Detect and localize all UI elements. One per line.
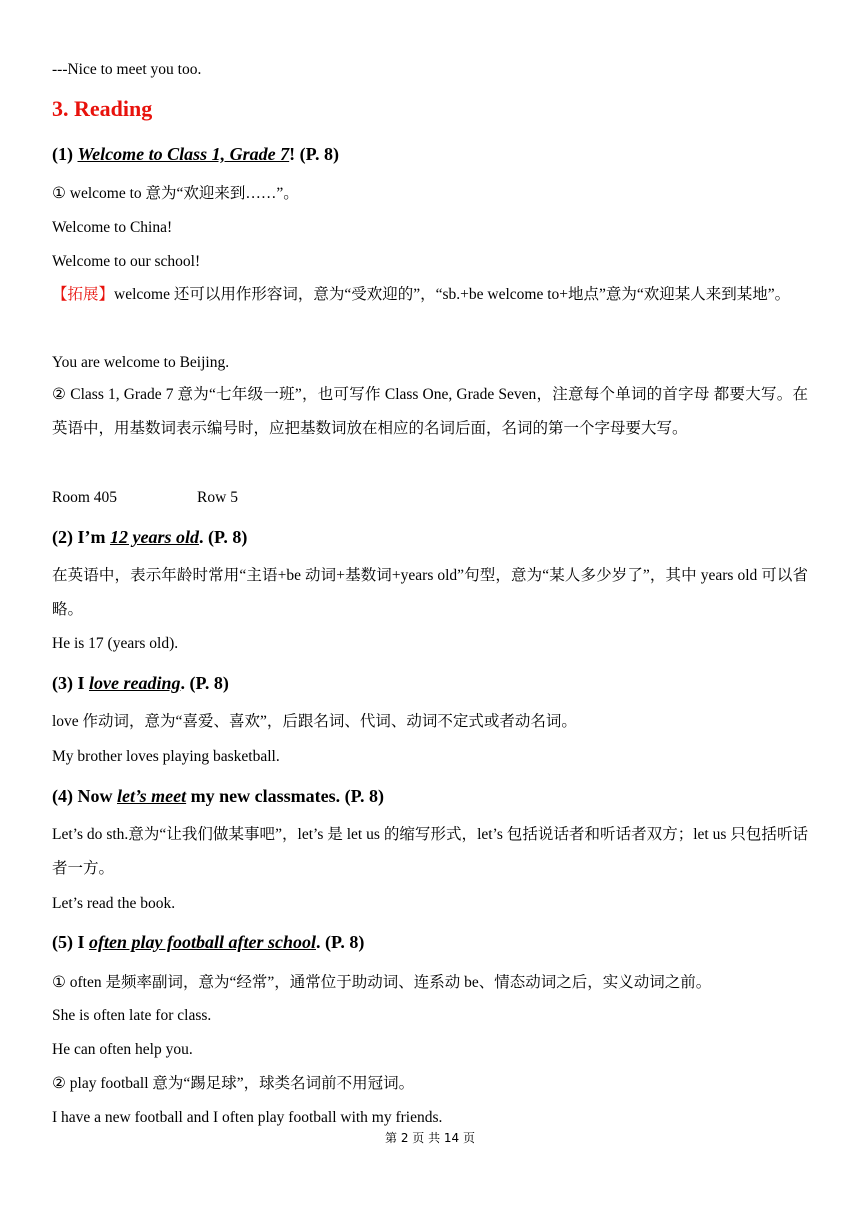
extension-tag: 【拓展】 — [52, 286, 115, 303]
note-line: love 作动词，意为“喜爱、喜欢”，后跟名词、代词、动词不定式或者动名词。 — [52, 713, 577, 730]
note-line: ② play football 意为“踢足球”，球类名词前不用冠词。 — [52, 1075, 415, 1092]
subheading-4-suffix: my new classmates. (P. 8) — [186, 786, 384, 806]
subheading-1 — [52, 142, 339, 166]
example-sentence: Welcome to our school! — [52, 253, 201, 270]
dialogue-line: ---Nice to meet you too. — [52, 61, 202, 78]
subheading-1-key-phrase: Welcome to Class 1, Grade 7 — [77, 144, 290, 164]
example-sentence: My brother loves playing basketball. — [52, 748, 280, 765]
subheading-1-prefix: (1) — [52, 144, 78, 164]
subheading-4 — [52, 784, 384, 808]
example-row — [52, 488, 238, 508]
note-paragraph: Let’s do sth.意为“让我们做某事吧”，let’s 是 let us 的缩写形式，let’s 包括说话者和听话者双方；let us 只包括听话者一方。 — [52, 826, 808, 877]
subheading-2 — [52, 525, 247, 549]
subheading-2-suffix: . (P. 8) — [198, 527, 248, 547]
example-sentence: She is often late for class. — [52, 1007, 212, 1024]
note-line: ① welcome to 意为“欢迎来到……”。 — [52, 185, 299, 202]
subheading-3-key-phrase: love reading — [89, 673, 181, 693]
note-paragraph: ② Class 1, Grade 7 意为“七年级一班”，也可写作 Class One, Grade Seven，注意每个单词的首字母 都要大写。在英语中，用基数词表示编号时，应把基数词放在相应的名词后面，名词的第一个字母要大写。 — [52, 386, 808, 437]
example-sentence: You are welcome to Beijing. — [52, 354, 230, 371]
extension-text: welcome 还可以用作形容词，意为“受欢迎的”，“sb.+be welcome to+地点”意为“欢迎某人来到某地”。 — [114, 286, 791, 303]
section-heading-reading: 3. Reading — [52, 96, 153, 121]
example-row-number: Row 5 — [197, 489, 238, 506]
extension-note — [52, 278, 808, 312]
subheading-3-suffix: . (P. 8) — [180, 673, 229, 693]
subheading-4-key-phrase: let’s meet — [117, 786, 187, 806]
subheading-3-prefix: (3) I — [52, 673, 89, 693]
subheading-2-prefix: (2) I’m — [52, 527, 110, 547]
example-sentence: He can often help you. — [52, 1041, 193, 1058]
example-sentence: Let’s read the book. — [52, 895, 176, 912]
subheading-2-key-phrase: 12 years old — [109, 527, 199, 547]
subheading-4-prefix: (4) Now — [52, 786, 117, 806]
note-paragraph: 在英语中，表示年龄时常用“主语+be 动词+基数词+years old”句型，意为“某人多少岁了”，其中 years old 可以省略。 — [52, 567, 808, 618]
page-footer: 第 2 页 共 14 页 — [385, 1131, 475, 1145]
note-line: ① often 是频率副词，意为“经常”，通常位于助动词、连系动 be、情态动词之后，实义动词之前。 — [52, 974, 712, 991]
example-room: Room 405 — [52, 489, 118, 506]
subheading-5-suffix: . (P. 8) — [315, 932, 365, 952]
subheading-5-key-phrase: often play football after school — [89, 932, 316, 952]
example-sentence: Welcome to China! — [52, 219, 173, 236]
subheading-5-prefix: (5) I — [52, 932, 89, 952]
example-sentence: I have a new football and I often play football with my friends. — [52, 1109, 443, 1126]
subheading-5 — [52, 930, 364, 954]
subheading-1-suffix: ! (P. 8) — [289, 144, 339, 164]
subheading-3 — [52, 671, 229, 695]
example-sentence: He is 17 (years old). — [52, 635, 179, 652]
